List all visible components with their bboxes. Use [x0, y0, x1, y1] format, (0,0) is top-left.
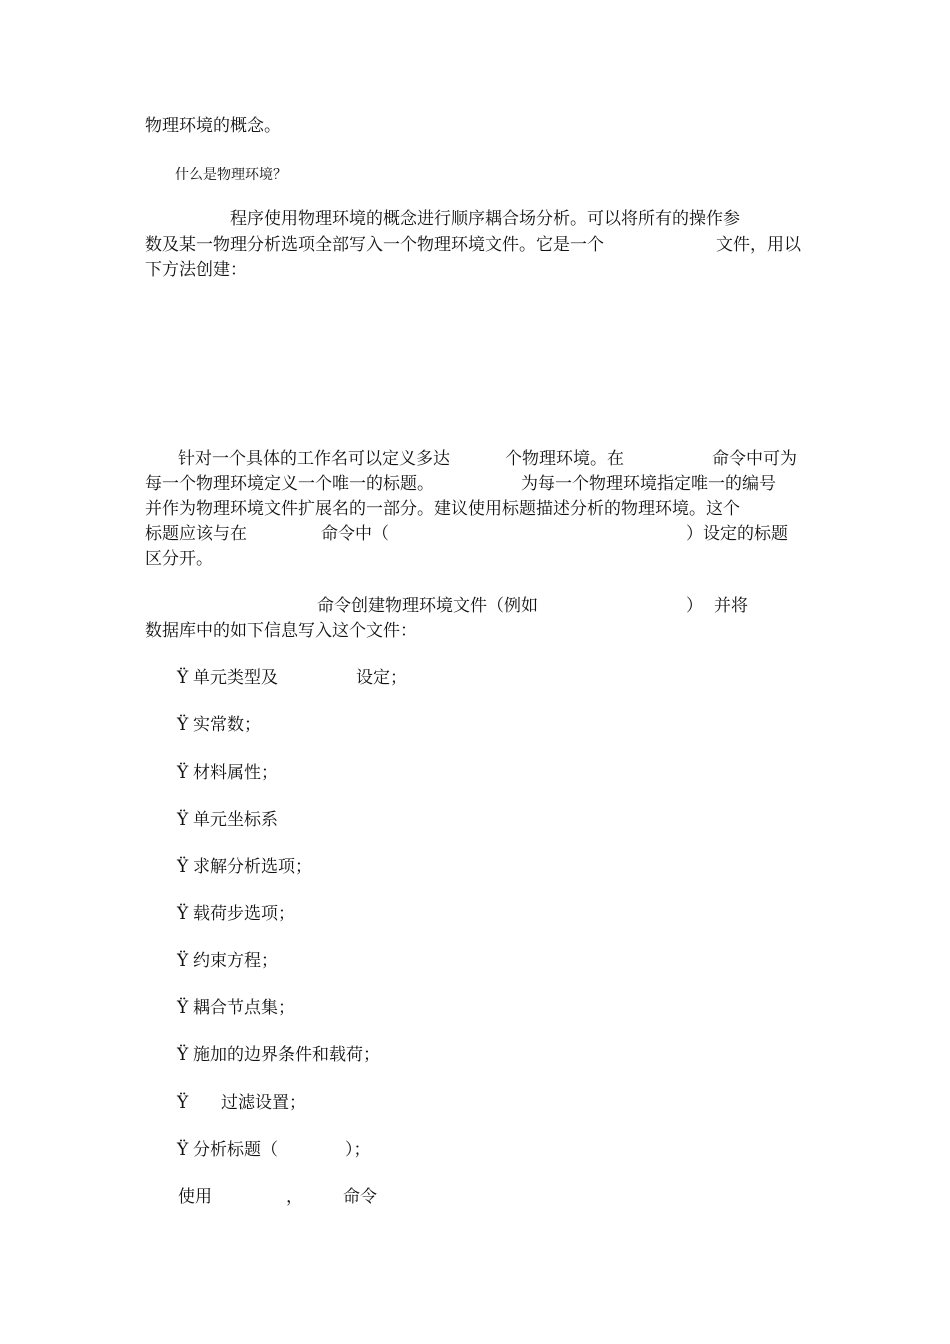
para2-line1-part-c: 命令中可为 [712, 449, 797, 469]
bullet-marker: Ÿ [177, 857, 189, 877]
bullet-text-suffix: 设定； [356, 668, 407, 688]
bullet-text-suffix: ）； [345, 1140, 371, 1160]
bullet-text: 耦合节点集； [193, 998, 295, 1018]
para2-line5: 区分开。 [145, 549, 213, 569]
bullet-marker: Ÿ [177, 951, 189, 971]
para2-line4-part-a: 标题应该与在 [145, 524, 247, 544]
bullet-marker: Ÿ [177, 1093, 189, 1113]
bullet-marker: Ÿ [177, 763, 189, 783]
para1-line1: 程序使用物理环境的概念进行顺序耦合场分析。可以将所有的操作参 [230, 209, 740, 229]
trailing-line-part-b: ， [286, 1187, 303, 1207]
bullet-marker: Ÿ [177, 810, 189, 830]
para2-line1-part-b: 个物理环境。在 [505, 449, 624, 469]
para2-line3: 并作为物理环境文件扩展名的一部分。建议使用标题描述分析的物理环境。这个 [145, 499, 740, 519]
para2-line2-part-a: 每一个物理环境定义一个唯一的标题。 [145, 474, 434, 494]
para2-line1-part-a: 针对一个具体的工作名可以定义多达 [178, 449, 450, 469]
bullet-marker: Ÿ [177, 904, 189, 924]
para2-line2-part-b: 为每一个物理环境指定唯一的编号 [521, 474, 776, 494]
bullet-marker: Ÿ [177, 668, 189, 688]
para3-line1-part-a: 命令创建物理环境文件（例如 [317, 596, 538, 616]
bullet-text: 过滤设置； [221, 1093, 306, 1113]
bullet-text: 单元类型及 [193, 668, 278, 688]
bullet-text: 分析标题（ [193, 1140, 278, 1160]
para2-line4-part-c: ）设定的标题 [686, 524, 788, 544]
para1-line2-part-b: 文件，用以 [716, 235, 801, 255]
para3-line2: 数据库中的如下信息写入这个文件： [145, 621, 417, 641]
trailing-line-part-a: 使用 [178, 1187, 212, 1207]
para2-line4-part-b: 命令中（ [321, 524, 389, 544]
bullet-marker: Ÿ [177, 998, 189, 1018]
bullet-marker: Ÿ [177, 1045, 189, 1065]
para3-line1-part-c: 并将 [714, 596, 748, 616]
bullet-marker: Ÿ [177, 715, 189, 735]
trailing-line-part-c: 命令 [343, 1187, 377, 1207]
bullet-text: 载荷步选项； [193, 904, 295, 924]
bullet-text: 求解分析选项； [193, 857, 312, 877]
bullet-text: 约束方程； [193, 951, 278, 971]
bullet-marker: Ÿ [177, 1140, 189, 1160]
para1-line3: 下方法创建： [145, 260, 247, 280]
bullet-text: 材料属性； [193, 763, 278, 783]
bullet-text: 单元坐标系 [193, 810, 278, 830]
section-subheading: 什么是物理环境？ [175, 167, 287, 183]
para1-line2-part-a: 数及某一物理分析选项全部写入一个物理环境文件。它是一个 [145, 235, 604, 255]
page-heading: 物理环境的概念。 [145, 116, 281, 136]
bullet-text: 实常数； [193, 715, 261, 735]
bullet-text: 施加的边界条件和载荷； [193, 1045, 380, 1065]
para3-line1-part-b: ） [686, 596, 703, 616]
